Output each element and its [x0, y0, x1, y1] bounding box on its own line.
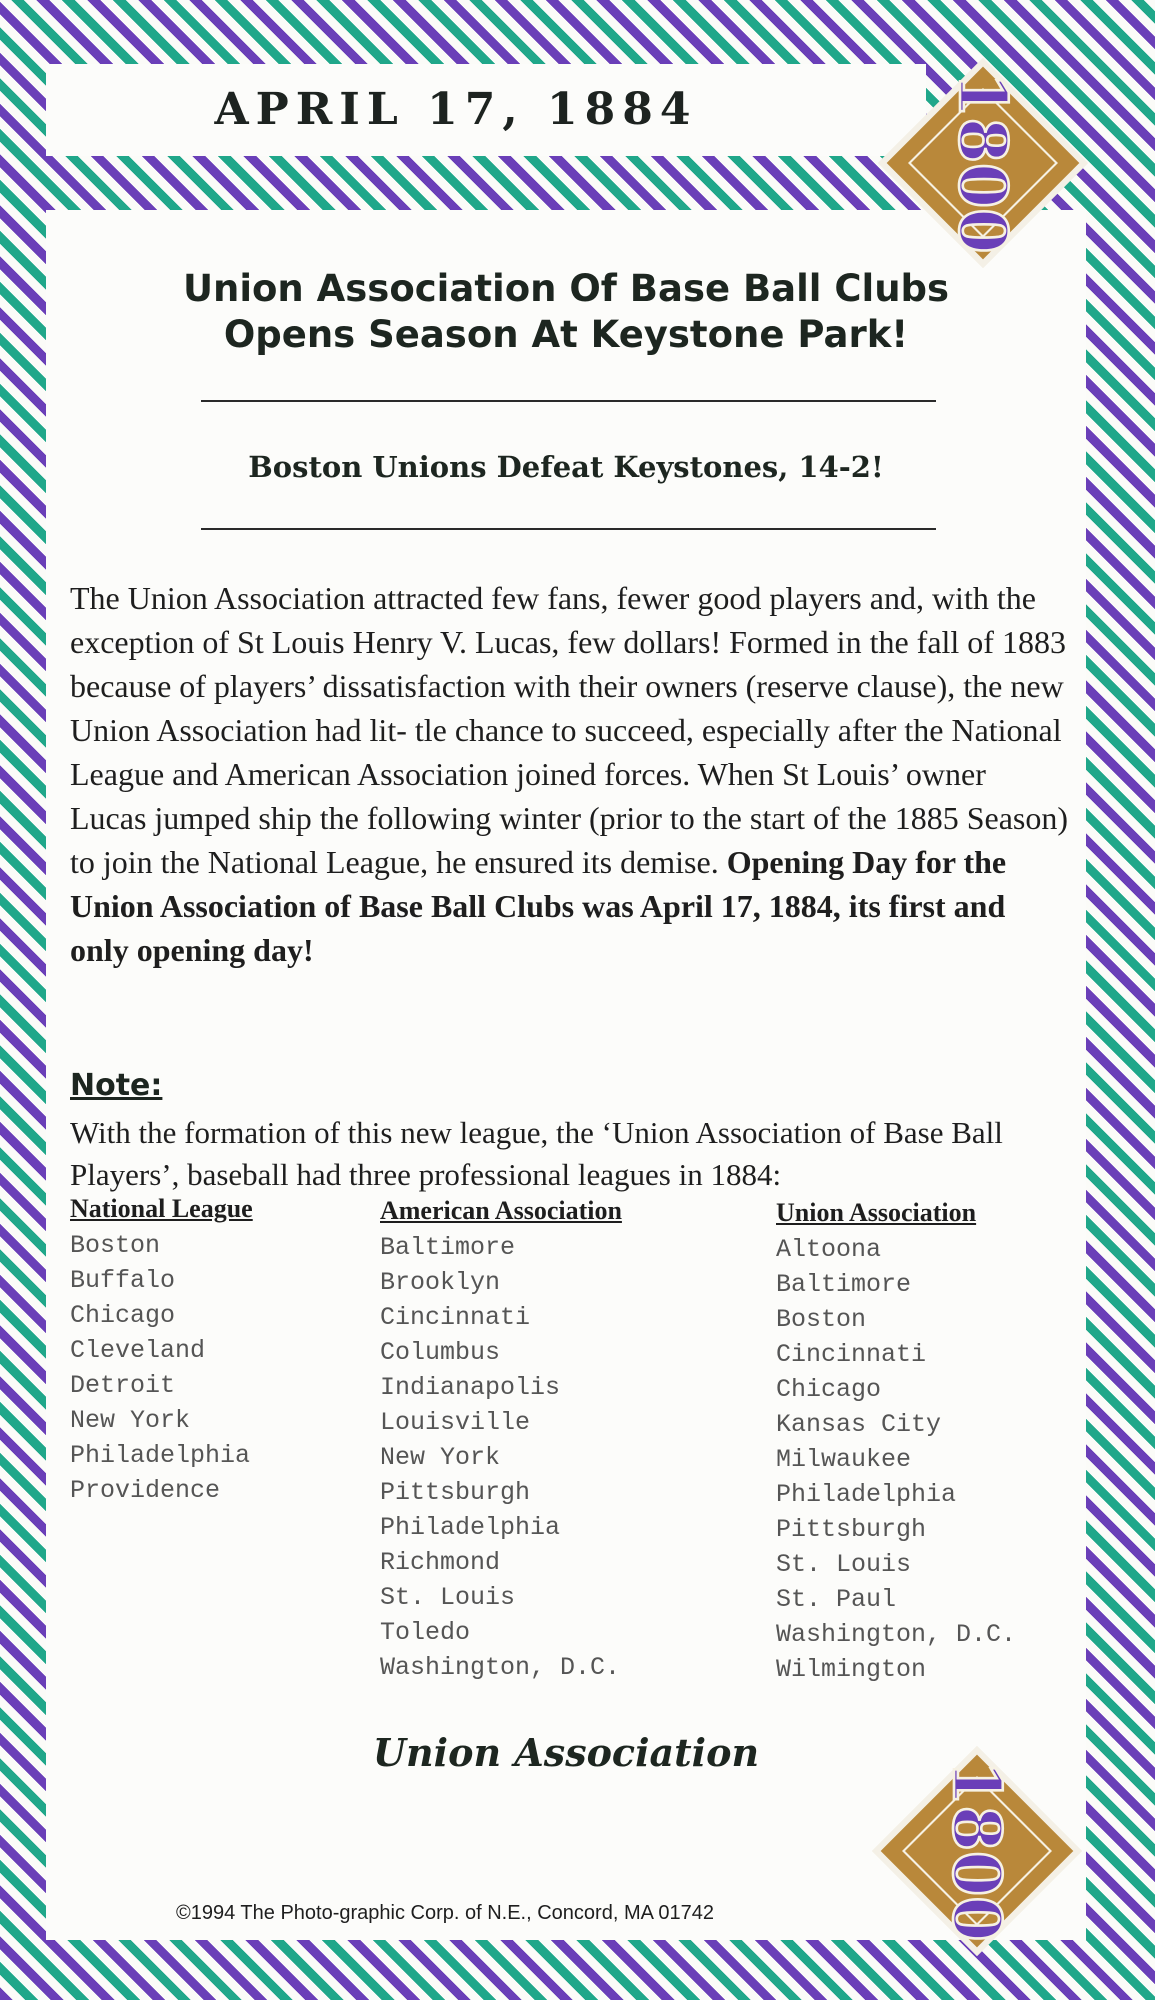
team-item: Toledo [380, 1618, 471, 1647]
team-item: Brooklyn [380, 1268, 501, 1297]
team-list-national [70, 1228, 253, 1508]
team-list-american [380, 1230, 622, 1685]
team-item: Detroit [70, 1371, 176, 1400]
subheadline: Boston Unions Defeat Keystones, 14-2! [248, 450, 884, 484]
svg-text:1800: 1800 [937, 1760, 1014, 1942]
team-item: Boston [776, 1305, 867, 1334]
team-item: New York [380, 1443, 501, 1472]
team-item: Baltimore [380, 1233, 516, 1262]
team-item: Washington, D.C. [776, 1620, 1017, 1649]
headline-line-1: Union Association Of Base Ball Clubs [182, 267, 950, 310]
league-heading-national: National League [70, 1194, 253, 1223]
date-heading: APRIL 17, 1884 [214, 84, 698, 135]
team-item: Richmond [380, 1548, 501, 1577]
team-item: Columbus [380, 1338, 501, 1367]
diamond-1800-icon [878, 58, 1088, 268]
team-item: Chicago [776, 1375, 882, 1404]
team-item: Philadelphia [380, 1513, 561, 1542]
divider-bottom [201, 528, 936, 530]
team-item: Cincinnati [380, 1303, 531, 1332]
team-item: Baltimore [776, 1270, 912, 1299]
date-banner [46, 64, 926, 156]
team-item: Boston [70, 1231, 161, 1260]
team-item: St. Louis [776, 1550, 912, 1579]
league-heading-union: Union Association [776, 1198, 977, 1227]
diamond-1800-icon [872, 1746, 1082, 1956]
league-column-union [776, 1198, 1016, 1687]
logo-diamond-bottom [872, 1746, 1082, 1956]
headline-line-2: Opens Season At Keystone Park! [223, 313, 909, 356]
article-body [70, 576, 1070, 972]
svg-text:1800: 1800 [943, 72, 1020, 254]
copyright-notice: ©1994 The Photo-graphic Corp. of N.E., Concord, MA 01742 [176, 1902, 715, 1924]
logo-diamond-top [878, 58, 1088, 268]
team-item: St. Louis [380, 1583, 516, 1612]
divider-top [201, 400, 936, 402]
team-item: Philadelphia [70, 1441, 251, 1470]
team-item: Pittsburgh [776, 1515, 927, 1544]
team-item: Washington, D.C. [380, 1653, 621, 1682]
note-text: With the formation of this new league, the ‘Union Association of Base Ball Players’, baseball had three professional leagues in 1884: [70, 1115, 1003, 1192]
note-heading: Note: [70, 1068, 163, 1103]
team-item: Cincinnati [776, 1340, 927, 1369]
team-list-union [776, 1232, 1016, 1687]
team-item: Providence [70, 1476, 221, 1505]
team-item: Wilmington [776, 1655, 927, 1684]
team-item: Louisville [380, 1408, 531, 1437]
team-item: Milwaukee [776, 1445, 912, 1474]
footer-title: Union Association [372, 1730, 760, 1775]
team-item: Pittsburgh [380, 1478, 531, 1507]
team-item: Philadelphia [776, 1480, 957, 1509]
team-item: St. Paul [776, 1585, 897, 1614]
team-item: Cleveland [70, 1336, 206, 1365]
league-heading-american: American Association [380, 1196, 622, 1225]
team-item: Indianapolis [380, 1373, 561, 1402]
team-item: Buffalo [70, 1266, 176, 1295]
article-body-text: The Union Association attracted few fans, fewer good players and, with the exception of St Louis Henry V. Lucas, few dollars! Formed in the fall of 1883 because of players’ dissatisfaction with their owners (reserve clause), the new Union Association had lit- tle chance to succeed, especially after the National League and American Association joined forces. When St Louis’ owner Lucas jumped ship the following winter (prior to the start of the 1885 Season) to join the National League, he ensured its demise. [70, 580, 1069, 880]
league-column-american [380, 1196, 622, 1685]
league-column-national [70, 1194, 253, 1508]
article-panel [46, 210, 1086, 1940]
team-item: Chicago [70, 1301, 176, 1330]
article-body-bold: Opening Day for the Union Association of Base Ball Clubs was April 17, 1884, its first and only opening day! [70, 844, 1007, 968]
team-item: Altoona [776, 1235, 882, 1264]
team-item: Kansas City [776, 1410, 942, 1439]
team-item: New York [70, 1406, 191, 1435]
